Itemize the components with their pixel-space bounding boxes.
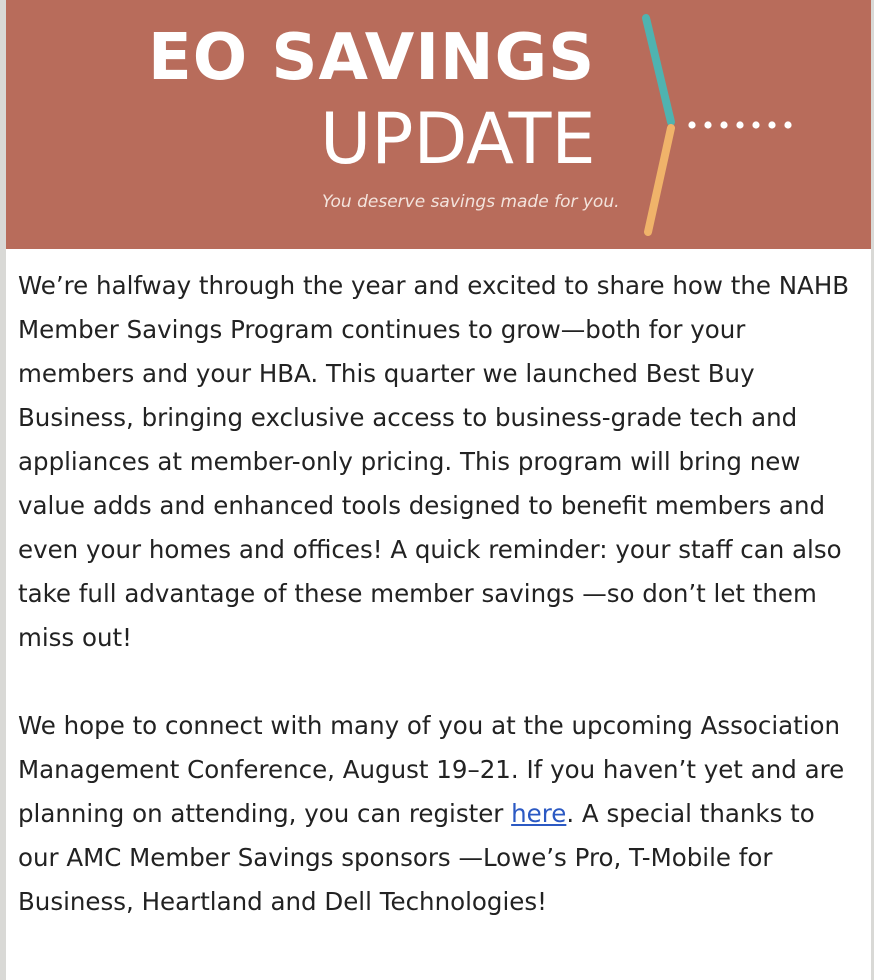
chevron-arrow-icon <box>626 10 796 240</box>
banner-tagline: You deserve savings made for you. <box>322 192 620 212</box>
email-frame <box>6 0 871 980</box>
register-here-link[interactable]: here <box>511 799 567 828</box>
dots-trail-icon <box>688 121 791 128</box>
conference-text-start: We hope to connect with many of you at the upcoming Association Management Conference, August 19–21. If you haven’t yet and are planning on attending, you can register <box>18 711 845 828</box>
conference-paragraph <box>18 704 863 924</box>
header-banner <box>6 0 871 249</box>
banner-title-line2: UPDATE <box>320 98 596 180</box>
conference-text-end: . A special thanks to our AMC Member Savings sponsors —Lowe’s Pro, T-Mobile for Business, Heartland and Dell Technologies! <box>18 799 815 916</box>
message-body <box>18 264 863 924</box>
banner-title-line1: EO SAVINGS <box>148 21 596 95</box>
intro-paragraph: We’re halfway through the year and excited to share how the NAHB Member Savings Program continues to grow—both for your members and your HBA. This quarter we launched Best Buy Business, bringing exclusive access to business-grade tech and appliances at member-only pricing. This program will bring new value adds and enhanced tools designed to benefit members and even your homes and offices! A quick reminder: your staff can also take full advantage of these member savings —so don’t let them miss out! <box>18 271 850 652</box>
